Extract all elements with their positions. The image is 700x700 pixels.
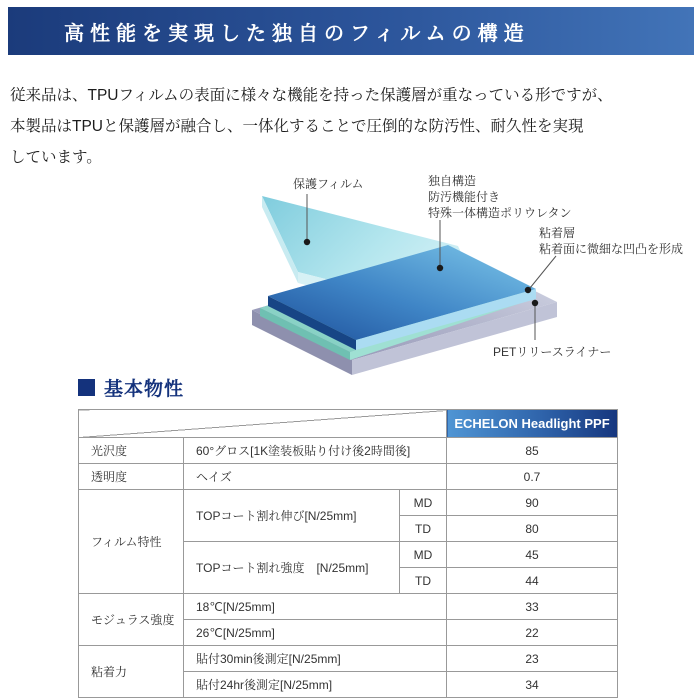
property-category-cell: 透明度: [79, 464, 184, 490]
test-condition-cell: 貼付24hr後測定[N/25mm]: [184, 672, 447, 698]
value-cell: 80: [447, 516, 618, 542]
table-header-row: [79, 410, 618, 438]
test-condition-cell: 60°グロス[1K塗装板貼り付け後2時間後]: [184, 438, 447, 464]
section-title: 基本物性: [104, 379, 185, 400]
title-banner: [8, 7, 694, 55]
value-cell: 23: [447, 646, 618, 672]
table-row: [79, 646, 618, 672]
direction-cell: TD: [400, 516, 447, 542]
label-pet-liner: PETリリースライナー: [493, 345, 612, 359]
header-diagonal-cell: [79, 410, 447, 438]
direction-cell: TD: [400, 568, 447, 594]
value-cell: 90: [447, 490, 618, 516]
table-row: [79, 464, 618, 490]
test-condition-cell: 18℃[N/25mm]: [184, 594, 447, 620]
test-condition-cell: TOPコート割れ伸び[N/25mm]: [184, 490, 400, 542]
value-cell: 44: [447, 568, 618, 594]
test-condition-cell: ヘイズ: [184, 464, 447, 490]
value-cell: 22: [447, 620, 618, 646]
test-condition-cell: 貼付30min後測定[N/25mm]: [184, 646, 447, 672]
direction-cell: MD: [400, 542, 447, 568]
intro-paragraph: [10, 80, 696, 173]
test-condition-cell: TOPコート割れ強度 [N/25mm]: [184, 542, 400, 594]
value-cell: 85: [447, 438, 618, 464]
value-cell: 45: [447, 542, 618, 568]
label-adhesive-layer: 粘着層 粘着面に微細な凹凸を形成: [539, 226, 684, 256]
intro-line: しています。: [10, 149, 102, 166]
label-protective-film: 保護フィルム: [293, 177, 364, 191]
test-condition-cell: 26℃[N/25mm]: [184, 620, 447, 646]
label-unique-structure: 独自構造 防汚機能付き 特殊一体構造ポリウレタン: [428, 174, 572, 220]
value-cell: 33: [447, 594, 618, 620]
product-header-cell: ECHELON Headlight PPF: [447, 410, 618, 438]
heading-square-icon: [78, 379, 95, 396]
value-cell: 34: [447, 672, 618, 698]
property-category-cell: モジュラス強度: [79, 594, 184, 646]
property-category-cell: フィルム特性: [79, 490, 184, 594]
property-category-cell: 粘着力: [79, 646, 184, 698]
table-row: [79, 490, 618, 516]
property-category-cell: 光沢度: [79, 438, 184, 464]
intro-line: 本製品はTPUと保護層が融合し、一体化することで圧倒的な防汚性、耐久性を実現: [10, 118, 584, 135]
page-title: 高性能を実現した独自のフィルムの構造: [64, 22, 530, 45]
table-row: [79, 438, 618, 464]
basic-properties-table: [78, 409, 618, 698]
section-heading: [78, 374, 184, 401]
table-row: [79, 594, 618, 620]
direction-cell: MD: [400, 490, 447, 516]
value-cell: 0.7: [447, 464, 618, 490]
intro-line: 従来品は、TPUフィルムの表面に様々な機能を持った保護層が重なっている形ですが、: [10, 87, 613, 104]
